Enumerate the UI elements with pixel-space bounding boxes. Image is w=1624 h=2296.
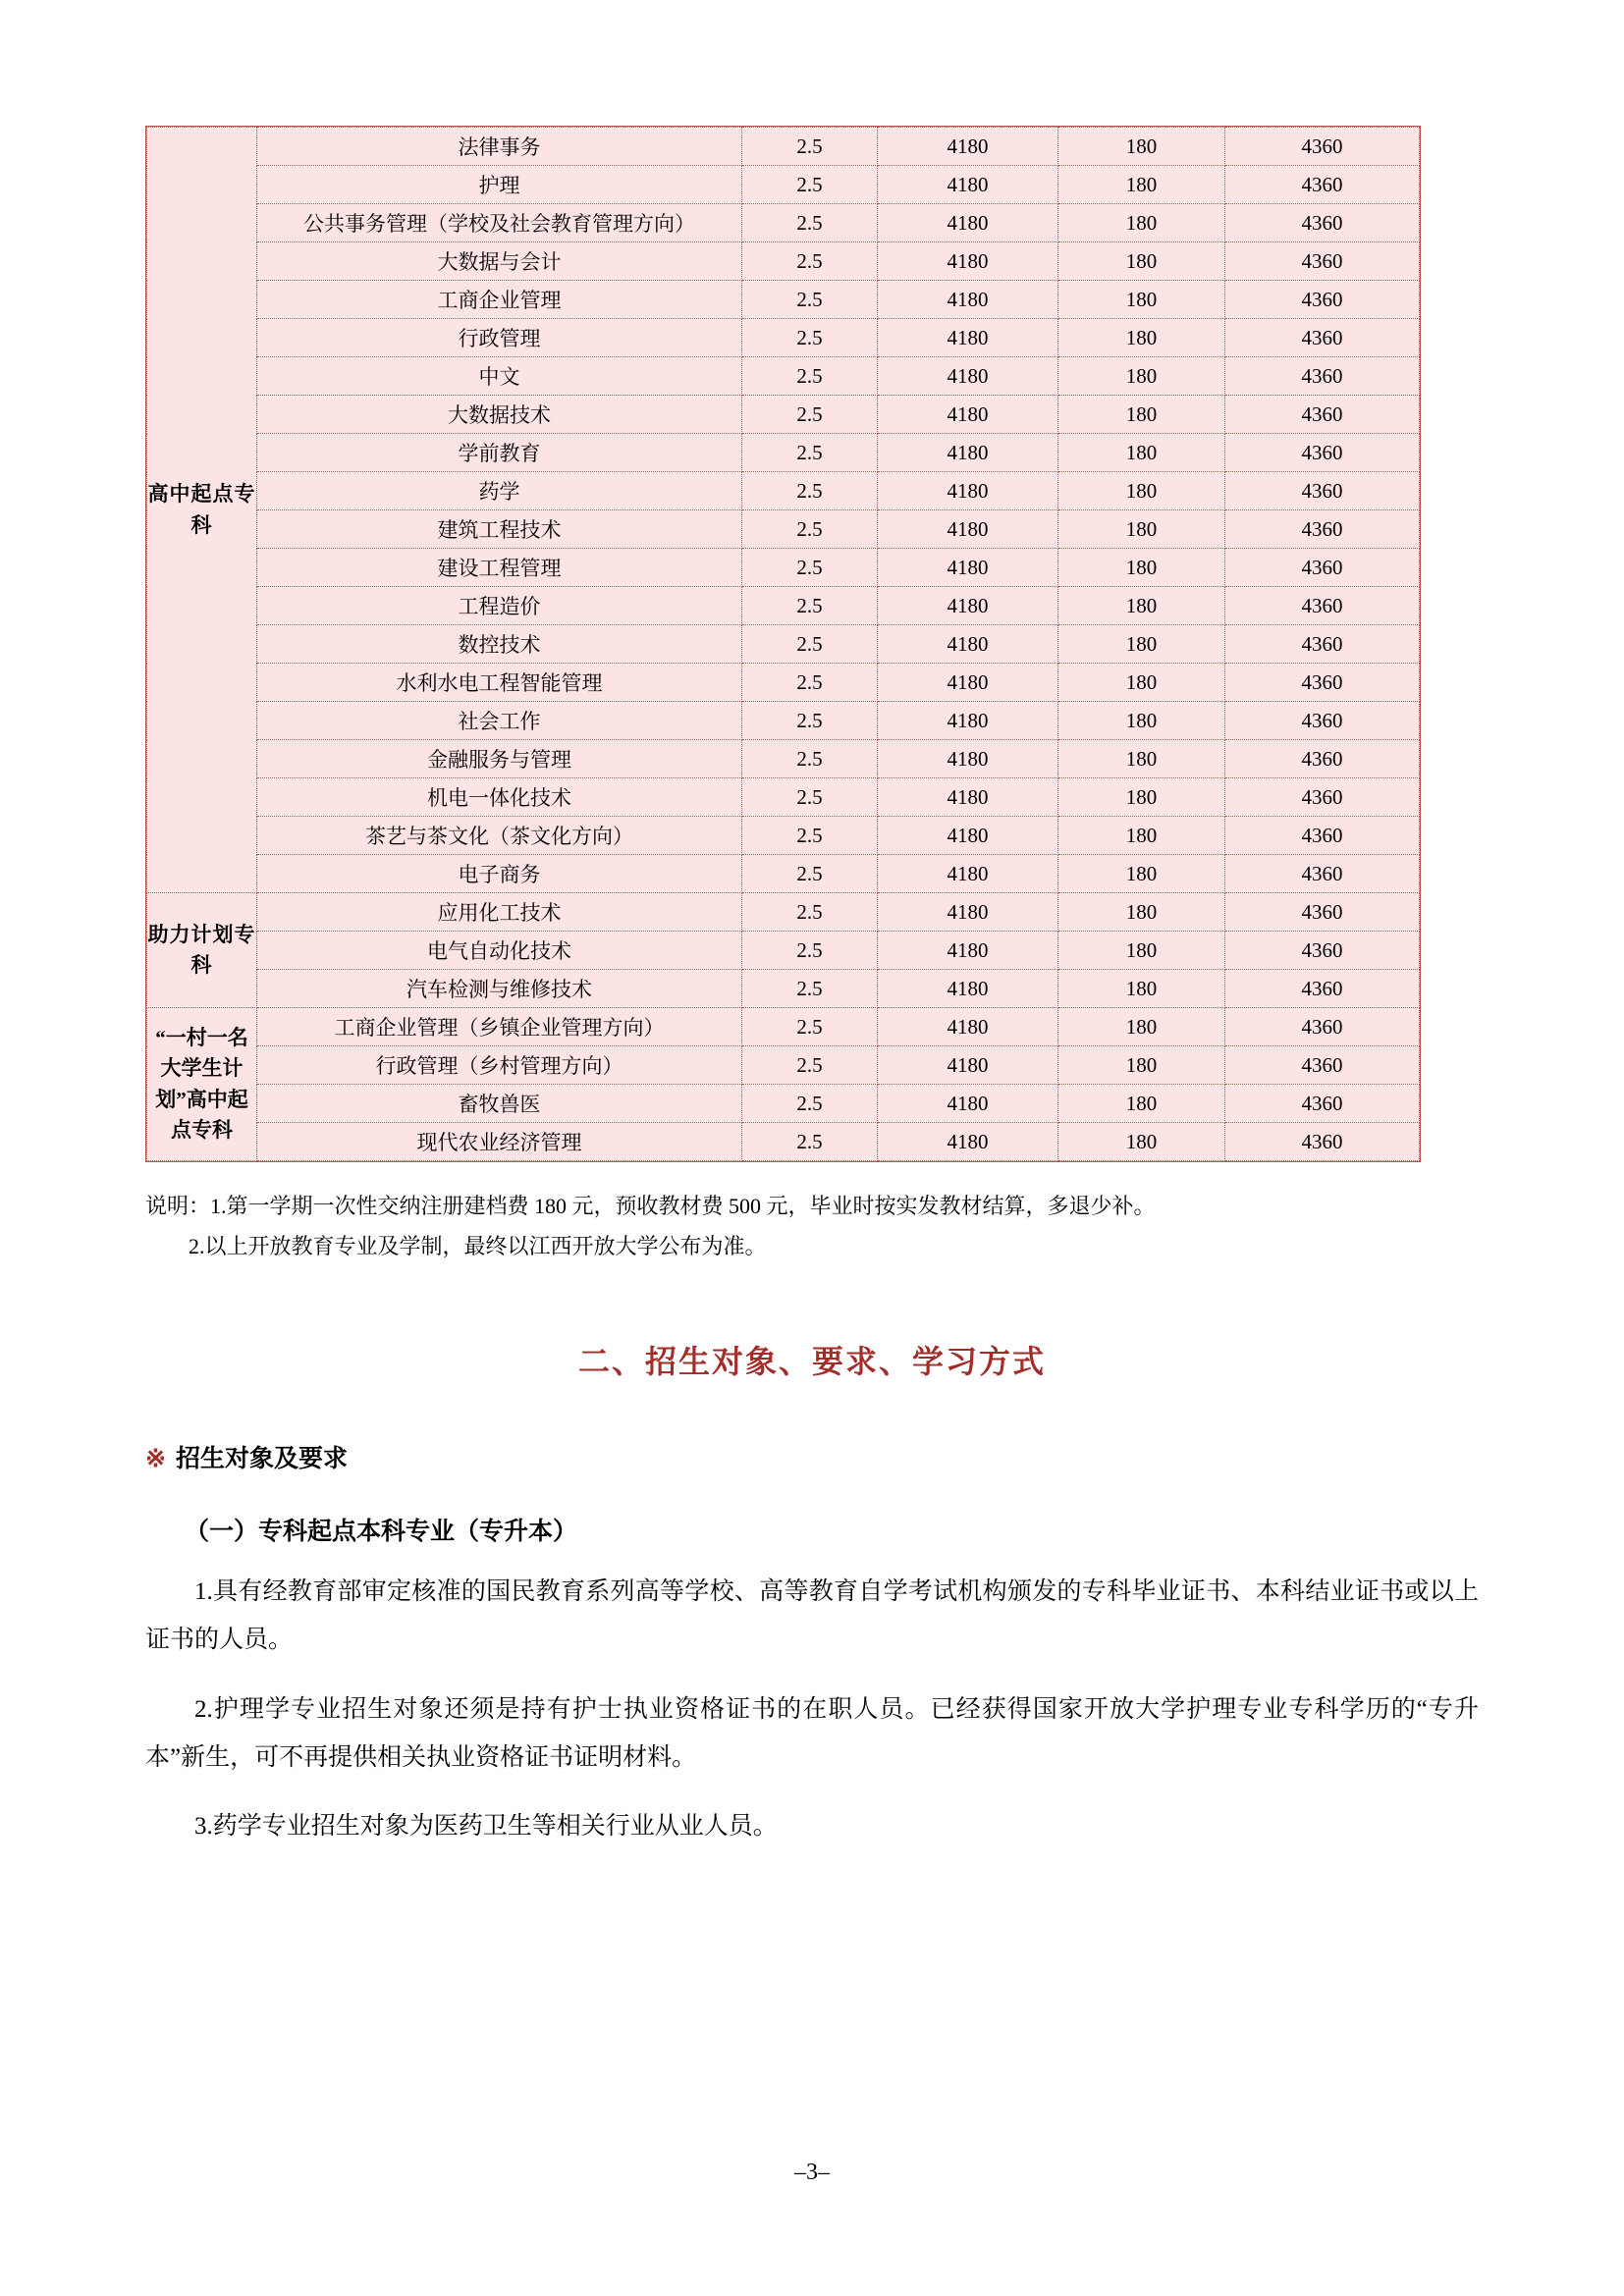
table-major-cell: 电子商务 (257, 855, 742, 893)
table-total-cell: 4360 (1225, 357, 1420, 396)
table-years-cell: 2.5 (742, 932, 878, 970)
table-book-fee-cell: 180 (1058, 893, 1225, 932)
table-tuition-cell: 4180 (878, 1046, 1058, 1085)
tuition-fee-table (146, 127, 1420, 1161)
table-row (147, 778, 1420, 817)
table-book-fee-cell: 180 (1058, 1008, 1225, 1046)
subsection-heading-label: 招生对象及要求 (175, 1446, 348, 1473)
subsection-heading (145, 1439, 1479, 1474)
table-book-fee-cell: 180 (1058, 472, 1225, 510)
note-line-1: 说明：1.第一学期一次性交纳注册建档费 180 元，预收教材费 500 元，毕业时按实发教材结算，多退少补。 (145, 1194, 1156, 1218)
table-tuition-cell: 4180 (878, 166, 1058, 204)
table-major-cell: 建设工程管理 (257, 549, 742, 587)
table-years-cell: 2.5 (742, 817, 878, 855)
paragraph-1: 1.具有经教育部审定核准的国民教育系列高等学校、高等教育自学考试机构颁发的专科毕业证书、本科结业证书或以上证书的人员。 (145, 1578, 1479, 1654)
table-row (147, 740, 1420, 778)
table-tuition-cell: 4180 (878, 740, 1058, 778)
subsection-heading-2: （一）专科起点本科专业（专升本） (185, 1519, 578, 1546)
table-book-fee-cell: 180 (1058, 702, 1225, 740)
table-years-cell: 2.5 (742, 396, 878, 434)
table-major-cell: 汽车检测与维修技术 (257, 970, 742, 1008)
table-years-cell: 2.5 (742, 204, 878, 242)
table-row (147, 702, 1420, 740)
table-book-fee-cell: 180 (1058, 778, 1225, 817)
table-total-cell: 4360 (1225, 702, 1420, 740)
table-tuition-cell: 4180 (878, 472, 1058, 510)
table-years-cell: 2.5 (742, 702, 878, 740)
table-total-cell: 4360 (1225, 281, 1420, 319)
table-book-fee-cell: 180 (1058, 434, 1225, 472)
table-row (147, 970, 1420, 1008)
table-book-fee-cell: 180 (1058, 1085, 1225, 1123)
table-row (147, 1123, 1420, 1161)
table-years-cell: 2.5 (742, 587, 878, 625)
table-book-fee-cell: 180 (1058, 319, 1225, 357)
table-tuition-cell: 4180 (878, 817, 1058, 855)
table-total-cell: 4360 (1225, 817, 1420, 855)
table-book-fee-cell: 180 (1058, 204, 1225, 242)
table-total-cell: 4360 (1225, 893, 1420, 932)
table-category-cell: 助力计划专科 (147, 893, 257, 1008)
page-number: –3– (794, 2160, 830, 2185)
table-total-cell: 4360 (1225, 932, 1420, 970)
table-row (147, 855, 1420, 893)
table-row (147, 893, 1420, 932)
table-tuition-cell: 4180 (878, 549, 1058, 587)
table-years-cell: 2.5 (742, 855, 878, 893)
table-tuition-cell: 4180 (878, 281, 1058, 319)
table-major-cell: 茶艺与茶文化（茶文化方向） (257, 817, 742, 855)
table-years-cell: 2.5 (742, 242, 878, 281)
table-book-fee-cell: 180 (1058, 510, 1225, 549)
table-years-cell: 2.5 (742, 1085, 878, 1123)
table-major-cell: 公共事务管理（学校及社会教育管理方向） (257, 204, 742, 242)
table-row (147, 549, 1420, 587)
table-total-cell: 4360 (1225, 204, 1420, 242)
table-category-cell: “一村一名大学生计划”高中起点专科 (147, 1008, 257, 1161)
table-tuition-cell: 4180 (878, 396, 1058, 434)
table-book-fee-cell: 180 (1058, 357, 1225, 396)
fee-table-wrapper (145, 126, 1421, 1162)
table-total-cell: 4360 (1225, 587, 1420, 625)
table-total-cell: 4360 (1225, 740, 1420, 778)
table-tuition-cell: 4180 (878, 970, 1058, 1008)
table-row (147, 1085, 1420, 1123)
table-book-fee-cell: 180 (1058, 970, 1225, 1008)
table-row (147, 128, 1420, 166)
table-years-cell: 2.5 (742, 970, 878, 1008)
table-tuition-cell: 4180 (878, 932, 1058, 970)
paragraph-2: 2.护理学专业招生对象还须是持有护士执业资格证书的在职人员。已经获得国家开放大学护理专业专科学历的“专升本”新生，可不再提供相关执业资格证书证明材料。 (145, 1695, 1479, 1771)
table-major-cell: 金融服务与管理 (257, 740, 742, 778)
table-total-cell: 4360 (1225, 434, 1420, 472)
table-years-cell: 2.5 (742, 549, 878, 587)
table-tuition-cell: 4180 (878, 204, 1058, 242)
table-tuition-cell: 4180 (878, 319, 1058, 357)
table-years-cell: 2.5 (742, 319, 878, 357)
table-years-cell: 2.5 (742, 893, 878, 932)
table-tuition-cell: 4180 (878, 702, 1058, 740)
table-total-cell: 4360 (1225, 1085, 1420, 1123)
table-years-cell: 2.5 (742, 1008, 878, 1046)
table-tuition-cell: 4180 (878, 434, 1058, 472)
table-row (147, 357, 1420, 396)
note-line-2: 2.以上开放教育专业及学制，最终以江西开放大学公布为准。 (189, 1233, 767, 1258)
table-years-cell: 2.5 (742, 1123, 878, 1161)
section-title: 二、招生对象、要求、学习方式 (577, 1344, 1046, 1380)
table-book-fee-cell: 180 (1058, 396, 1225, 434)
table-major-cell: 中文 (257, 357, 742, 396)
table-book-fee-cell: 180 (1058, 1123, 1225, 1161)
table-years-cell: 2.5 (742, 740, 878, 778)
table-book-fee-cell: 180 (1058, 625, 1225, 664)
table-total-cell: 4360 (1225, 1008, 1420, 1046)
table-tuition-cell: 4180 (878, 778, 1058, 817)
table-years-cell: 2.5 (742, 472, 878, 510)
table-total-cell: 4360 (1225, 319, 1420, 357)
table-book-fee-cell: 180 (1058, 242, 1225, 281)
table-years-cell: 2.5 (742, 625, 878, 664)
table-tuition-cell: 4180 (878, 357, 1058, 396)
table-major-cell: 药学 (257, 472, 742, 510)
table-book-fee-cell: 180 (1058, 664, 1225, 702)
table-major-cell: 工商企业管理 (257, 281, 742, 319)
table-notes (145, 1187, 1479, 1266)
table-tuition-cell: 4180 (878, 242, 1058, 281)
table-years-cell: 2.5 (742, 357, 878, 396)
table-years-cell: 2.5 (742, 510, 878, 549)
table-total-cell: 4360 (1225, 242, 1420, 281)
table-book-fee-cell: 180 (1058, 281, 1225, 319)
table-major-cell: 现代农业经济管理 (257, 1123, 742, 1161)
table-years-cell: 2.5 (742, 778, 878, 817)
table-years-cell: 2.5 (742, 166, 878, 204)
table-book-fee-cell: 180 (1058, 740, 1225, 778)
table-row (147, 625, 1420, 664)
table-total-cell: 4360 (1225, 166, 1420, 204)
table-row (147, 204, 1420, 242)
table-total-cell: 4360 (1225, 970, 1420, 1008)
table-row (147, 817, 1420, 855)
table-book-fee-cell: 180 (1058, 1046, 1225, 1085)
table-row (147, 281, 1420, 319)
table-total-cell: 4360 (1225, 472, 1420, 510)
table-total-cell: 4360 (1225, 1046, 1420, 1085)
table-years-cell: 2.5 (742, 664, 878, 702)
table-book-fee-cell: 180 (1058, 166, 1225, 204)
table-total-cell: 4360 (1225, 510, 1420, 549)
table-major-cell: 建筑工程技术 (257, 510, 742, 549)
table-total-cell: 4360 (1225, 128, 1420, 166)
table-tuition-cell: 4180 (878, 625, 1058, 664)
table-row (147, 434, 1420, 472)
table-row (147, 319, 1420, 357)
table-years-cell: 2.5 (742, 1046, 878, 1085)
table-book-fee-cell: 180 (1058, 128, 1225, 166)
table-major-cell: 机电一体化技术 (257, 778, 742, 817)
table-major-cell: 电气自动化技术 (257, 932, 742, 970)
table-tuition-cell: 4180 (878, 1008, 1058, 1046)
table-tuition-cell: 4180 (878, 510, 1058, 549)
table-row (147, 472, 1420, 510)
table-tuition-cell: 4180 (878, 893, 1058, 932)
table-major-cell: 工商企业管理（乡镇企业管理方向） (257, 1008, 742, 1046)
table-tuition-cell: 4180 (878, 664, 1058, 702)
table-major-cell: 大数据与会计 (257, 242, 742, 281)
table-row (147, 510, 1420, 549)
table-years-cell: 2.5 (742, 128, 878, 166)
table-major-cell: 法律事务 (257, 128, 742, 166)
table-years-cell: 2.5 (742, 281, 878, 319)
table-book-fee-cell: 180 (1058, 855, 1225, 893)
table-major-cell: 社会工作 (257, 702, 742, 740)
table-tuition-cell: 4180 (878, 1123, 1058, 1161)
table-major-cell: 应用化工技术 (257, 893, 742, 932)
table-total-cell: 4360 (1225, 1123, 1420, 1161)
table-row (147, 396, 1420, 434)
table-total-cell: 4360 (1225, 778, 1420, 817)
table-book-fee-cell: 180 (1058, 549, 1225, 587)
table-total-cell: 4360 (1225, 625, 1420, 664)
table-tuition-cell: 4180 (878, 855, 1058, 893)
page-content (145, 126, 1479, 1851)
table-row (147, 1008, 1420, 1046)
reference-mark-icon: ※ (145, 1446, 166, 1473)
table-row (147, 242, 1420, 281)
table-book-fee-cell: 180 (1058, 932, 1225, 970)
table-row (147, 932, 1420, 970)
table-tuition-cell: 4180 (878, 1085, 1058, 1123)
table-total-cell: 4360 (1225, 549, 1420, 587)
table-major-cell: 畜牧兽医 (257, 1085, 742, 1123)
table-total-cell: 4360 (1225, 855, 1420, 893)
paragraph-3: 3.药学专业招生对象为医药卫生等相关行业从业人员。 (194, 1813, 778, 1841)
table-major-cell: 数控技术 (257, 625, 742, 664)
table-book-fee-cell: 180 (1058, 817, 1225, 855)
table-major-cell: 行政管理 (257, 319, 742, 357)
table-tuition-cell: 4180 (878, 587, 1058, 625)
table-book-fee-cell: 180 (1058, 587, 1225, 625)
table-row (147, 1046, 1420, 1085)
table-major-cell: 工程造价 (257, 587, 742, 625)
table-major-cell: 行政管理（乡村管理方向） (257, 1046, 742, 1085)
table-total-cell: 4360 (1225, 396, 1420, 434)
table-major-cell: 水利水电工程智能管理 (257, 664, 742, 702)
table-major-cell: 护理 (257, 166, 742, 204)
table-row (147, 166, 1420, 204)
table-tuition-cell: 4180 (878, 128, 1058, 166)
table-category-cell: 高中起点专科 (147, 128, 257, 893)
table-row (147, 664, 1420, 702)
table-total-cell: 4360 (1225, 664, 1420, 702)
table-row (147, 587, 1420, 625)
table-major-cell: 学前教育 (257, 434, 742, 472)
table-years-cell: 2.5 (742, 434, 878, 472)
table-major-cell: 大数据技术 (257, 396, 742, 434)
